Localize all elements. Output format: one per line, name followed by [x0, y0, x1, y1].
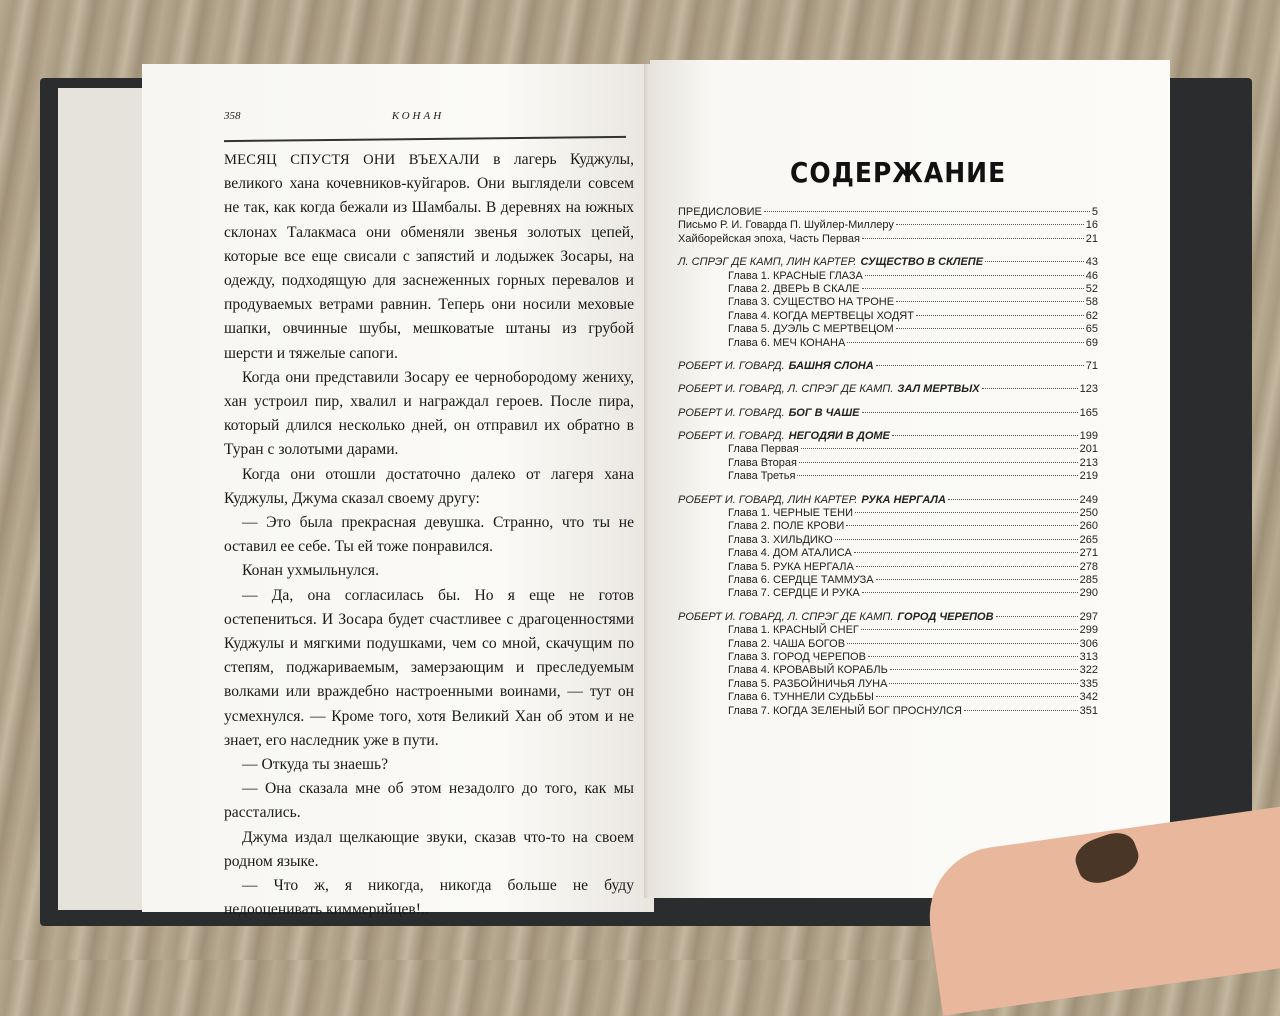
- toc-entry-title: Глава 6. МЕЧ КОНАНА: [728, 336, 846, 349]
- paragraph: — Что ж, я никогда, никогда больше не буду недооценивать киммерийцев!..: [224, 877, 634, 919]
- toc-leader-dots: [896, 301, 1084, 302]
- toc-entry-title: Глава 6. ТУННЕЛИ СУДЬБЫ: [728, 691, 874, 704]
- paragraph: Конан ухмыльнулся.: [242, 562, 379, 580]
- toc-page-number: 52: [1085, 282, 1098, 295]
- toc-chapter-row: [678, 561, 1098, 574]
- toc-page-number: 71: [1085, 359, 1098, 372]
- toc-chapter-row: [678, 520, 1098, 533]
- toc-entry-title: Глава 5. РАЗБОЙНИЧЬЯ ЛУНА: [728, 677, 888, 690]
- page-number: 358: [224, 110, 241, 122]
- toc-entry-title: Глава 3. ГОРОД ЧЕРЕПОВ: [728, 650, 866, 663]
- toc-work-title: БОГ В ЧАШЕ: [788, 406, 860, 419]
- toc-section-header: [678, 611, 1098, 624]
- toc-page-number: 65: [1085, 323, 1098, 336]
- toc-leader-dots: [889, 683, 1077, 684]
- toc-section: [678, 611, 1098, 718]
- right-page: [650, 60, 1170, 898]
- toc-author: РОБЕРТ И. ГОВАРД, Л. СПРЭГ ДЕ КАМП.: [678, 610, 894, 623]
- paragraph: Когда они представили Зосару ее чернобородому жениху, хан устроил пир, хвалил и награждал героев. После пира, который длился несколько дней, он отправил их обратно в Туран с золотыми дарами.: [224, 368, 634, 459]
- toc-leader-dots: [865, 275, 1084, 276]
- toc-section-header: [678, 407, 1098, 420]
- toc-leader-dots: [854, 552, 1078, 553]
- toc-chapter-row: [678, 574, 1098, 587]
- toc-page-number: 213: [1079, 456, 1098, 469]
- toc-chapter-row: [678, 310, 1098, 323]
- toc-leader-dots: [876, 365, 1084, 366]
- lead-caps: МЕСЯЦ СПУСТЯ ОНИ ВЪЕХАЛИ: [224, 152, 480, 168]
- toc-entry-title: Глава Первая: [728, 443, 799, 456]
- toc-leader-dots: [801, 448, 1078, 449]
- toc-leader-dots: [835, 539, 1078, 540]
- toc-page-number: 265: [1079, 533, 1098, 546]
- toc-chapter-row: [678, 457, 1098, 470]
- toc-leader-dots: [948, 499, 1078, 500]
- toc-chapter-row: [678, 470, 1098, 483]
- toc-work-title: ГОРОД ЧЕРЕПОВ: [897, 610, 994, 623]
- toc-chapter-row: [678, 638, 1098, 651]
- toc-chapter-row: [678, 443, 1098, 456]
- toc-work-title: НЕГОДЯИ В ДОМЕ: [788, 430, 890, 443]
- toc-leader-dots: [896, 328, 1084, 329]
- toc-leader-dots: [797, 475, 1077, 476]
- toc-leader-dots: [846, 525, 1077, 526]
- paragraph: [224, 148, 634, 366]
- toc-page-number: 299: [1079, 624, 1098, 637]
- toc-page-number: 62: [1085, 309, 1098, 322]
- toc-entry-title: Глава 4. ДОМ АТАЛИСА: [728, 547, 852, 560]
- toc-leader-dots: [862, 412, 1078, 413]
- toc-author: РОБЕРТ И. ГОВАРД.: [678, 430, 785, 443]
- toc-leader-dots: [896, 224, 1084, 225]
- toc-section: [678, 360, 1098, 373]
- toc-leader-dots: [964, 710, 1078, 711]
- toc-section: [678, 383, 1098, 396]
- toc-leader-dots: [890, 669, 1078, 670]
- toc-page-number: 199: [1079, 430, 1098, 443]
- toc-work-title: РУКА НЕРГАЛА: [861, 493, 946, 506]
- toc-chapter-row: [678, 547, 1098, 560]
- toc-chapter-row: [678, 691, 1098, 704]
- toc-chapter-row: [678, 534, 1098, 547]
- toc-chapter-row: [678, 705, 1098, 718]
- toc-chapter-row: [678, 624, 1098, 637]
- toc-page-number: 271: [1079, 547, 1098, 560]
- running-title: КОНАН: [391, 110, 445, 122]
- toc-leader-dots: [856, 566, 1078, 567]
- toc-page-number: 351: [1079, 704, 1098, 717]
- toc-chapter-row: [678, 651, 1098, 664]
- toc-leader-dots: [985, 261, 1084, 262]
- toc-page-number: 250: [1079, 507, 1098, 520]
- toc-leader-dots: [982, 388, 1078, 389]
- toc-page-number: 16: [1085, 219, 1098, 232]
- paragraph: — Откуда ты знаешь?: [242, 756, 389, 774]
- toc-work-title: СУЩЕСТВО В СКЛЕПЕ: [860, 256, 984, 269]
- toc-page-number: 21: [1085, 232, 1098, 245]
- paragraph: Джума издал щелкающие звуки, сказав что-то на своем родном языке.: [224, 828, 634, 870]
- toc-leader-dots: [876, 579, 1078, 580]
- toc-page-number: 285: [1079, 573, 1098, 586]
- header-rule: [224, 136, 626, 142]
- toc-entry-title: Глава 5. ДУЭЛЬ С МЕРТВЕЦОМ: [728, 323, 894, 336]
- toc-section-header: [678, 360, 1098, 373]
- toc-chapter-row: [678, 587, 1098, 600]
- toc-row: [678, 219, 1098, 232]
- left-page: [142, 64, 654, 919]
- toc-leader-dots: [855, 512, 1078, 513]
- toc-front-matter: [678, 206, 1098, 246]
- toc-chapter-row: [678, 507, 1098, 520]
- toc-entry-title: Глава 5. РУКА НЕРГАЛА: [728, 560, 854, 573]
- toc-entry-title: Глава 7. СЕРДЦЕ И РУКА: [728, 587, 860, 600]
- toc-page-number: 58: [1085, 296, 1098, 309]
- toc-leader-dots: [892, 435, 1078, 436]
- toc-row: [678, 233, 1098, 246]
- toc-entry-title: Письмо Р. И. Говарда П. Шуйлер-Миллеру: [678, 219, 894, 232]
- toc-entry-title: Глава 4. КОГДА МЕРТВЕЦЫ ХОДЯТ: [728, 309, 914, 322]
- toc-entry-title: Глава 6. СЕРДЦЕ ТАММУЗА: [728, 573, 874, 586]
- paragraph: — Она сказала мне об этом незадолго до того, как мы расстались.: [224, 780, 634, 822]
- toc-entry-title: Глава 7. КОГДА ЗЕЛЕНЫЙ БОГ ПРОСНУЛСЯ: [728, 704, 962, 717]
- toc-chapter-row: [678, 270, 1098, 283]
- toc-page-number: 260: [1079, 520, 1098, 533]
- toc-leader-dots: [916, 315, 1084, 316]
- toc-author: РОБЕРТ И. ГОВАРД, ЛИН КАРТЕР.: [678, 493, 858, 506]
- toc-page-number: 322: [1079, 664, 1098, 677]
- toc-chapter-row: [678, 323, 1098, 336]
- toc-chapter-row: [678, 283, 1098, 296]
- toc-entry-title: Глава 2. ЧАША БОГОВ: [728, 637, 846, 650]
- toc-section: [678, 494, 1098, 601]
- toc-section-header: [678, 494, 1098, 507]
- toc-entry-title: Глава 1. КРАСНЫЕ ГЛАЗА: [728, 269, 863, 282]
- toc-page-number: 123: [1079, 383, 1098, 396]
- paragraph: — Это была прекрасная девушка. Странно, что ты не оставил ее себе. Ты ей тоже понравился.: [224, 514, 634, 556]
- toc-work-title: БАШНЯ СЛОНА: [788, 359, 874, 372]
- story-text: [224, 148, 634, 923]
- toc-entry-title: Глава Вторая: [728, 456, 797, 469]
- toc-entry-title: Глава 3. ХИЛЬДИКО: [728, 533, 833, 546]
- toc-leader-dots: [862, 288, 1084, 289]
- toc-leader-dots: [862, 592, 1078, 593]
- toc-entry-title: Глава 4. КРОВАВЫЙ КОРАБЛЬ: [728, 664, 888, 677]
- toc-leader-dots: [847, 342, 1083, 343]
- toc-page-number: 342: [1079, 691, 1098, 704]
- toc-author: РОБЕРТ И. ГОВАРД.: [678, 406, 785, 419]
- paragraph: Когда они отошли достаточно далеко от лагеря хана Куджулы, Джума сказал своему другу:: [224, 465, 634, 507]
- toc-leader-dots: [847, 643, 1078, 644]
- toc-author: Л. СПРЭГ ДЕ КАМП, ЛИН КАРТЕР.: [678, 256, 857, 269]
- toc-section-header: [678, 383, 1098, 396]
- toc-chapter-row: [678, 664, 1098, 677]
- toc-row: [678, 206, 1098, 219]
- toc-page-number: 46: [1085, 269, 1098, 282]
- toc-page-number: 165: [1079, 406, 1098, 419]
- toc-entry-title: Глава 3. СУЩЕСТВО НА ТРОНЕ: [728, 296, 895, 309]
- toc-chapter-row: [678, 678, 1098, 691]
- toc-author: РОБЕРТ И. ГОВАРД.: [678, 359, 785, 372]
- toc-section: [678, 430, 1098, 484]
- toc-title: СОДЕРЖАНИЕ: [790, 156, 1007, 189]
- toc-section: [678, 256, 1098, 350]
- toc-entry-title: ПРЕДИСЛОВИЕ: [678, 206, 762, 218]
- toc-page-number: 335: [1079, 677, 1098, 690]
- paragraph: — Да, она согласилась бы. Но я еще не готов остепениться. И Зосара будет счастливее с драгоценностями Куджулы и мягкими подушками, чем со мной, скачущим по степям, поджариваемым, замерзающим и преследуемым волками или враждебно настроенными воинами, — тут он усмехнулся. — Кроме того, хотя Великий Хан об этом и не знает, его наследник уже в пути.: [224, 586, 634, 749]
- toc-entry-title: Глава 1. ЧЕРНЫЕ ТЕНИ: [728, 507, 853, 520]
- toc-entry-title: Глава 2. ПОЛЕ КРОВИ: [728, 520, 845, 533]
- toc-page-number: 290: [1079, 587, 1098, 600]
- paragraph-text: в лагерь Куджулы, великого хана кочевников-куйгаров. Они выглядели совсем не так, как когда бежали из Шамбалы. В деревнях на южных склонах Талакмаса они обменяли звенья золотых цепей, которые все еще свисали с запястий и лодыжек Зосары, на одежду, подходящую для заснеженных горных перевалов и продуваемых ветрами равнин. Теперь они носили меховые шапки, овчинные шубы, мешковатые штаны из грубой шерсти и тяжелые сапоги.: [224, 151, 634, 362]
- toc-page-number: 249: [1079, 493, 1098, 506]
- toc-section-header: [678, 430, 1098, 443]
- toc-page-number: 43: [1085, 256, 1098, 269]
- toc-page-number: 278: [1079, 560, 1098, 573]
- toc-page-number: 297: [1079, 610, 1098, 623]
- toc-section: [678, 407, 1098, 420]
- toc-leader-dots: [868, 656, 1078, 657]
- toc-leader-dots: [861, 629, 1078, 630]
- toc-entry-title: Глава 1. КРАСНЫЙ СНЕГ: [728, 624, 859, 637]
- toc-entry-title: Хайборейская эпоха, Часть Первая: [678, 232, 860, 245]
- toc-section-header: [678, 256, 1098, 269]
- toc-leader-dots: [996, 616, 1078, 617]
- toc-author: РОБЕРТ И. ГОВАРД, Л. СПРЭГ ДЕ КАМП.: [678, 383, 894, 396]
- toc-entry-title: Глава 2. ДВЕРЬ В СКАЛЕ: [728, 282, 860, 295]
- toc-page-number: 219: [1079, 470, 1098, 483]
- toc-work-title: ЗАЛ МЕРТВЫХ: [897, 383, 980, 396]
- toc-page-number: 201: [1079, 443, 1098, 456]
- toc-page-number: 313: [1079, 650, 1098, 663]
- toc-leader-dots: [862, 238, 1084, 239]
- toc-leader-dots: [764, 211, 1090, 212]
- toc-page-number: 306: [1079, 637, 1098, 650]
- table-of-contents: [678, 206, 1098, 718]
- toc-page-number: 5: [1091, 206, 1098, 218]
- toc-entry-title: Глава Третья: [728, 470, 796, 483]
- toc-leader-dots: [799, 462, 1078, 463]
- toc-chapter-row: [678, 296, 1098, 309]
- toc-chapter-row: [678, 337, 1098, 350]
- toc-page-number: 69: [1085, 336, 1098, 349]
- toc-leader-dots: [876, 696, 1078, 697]
